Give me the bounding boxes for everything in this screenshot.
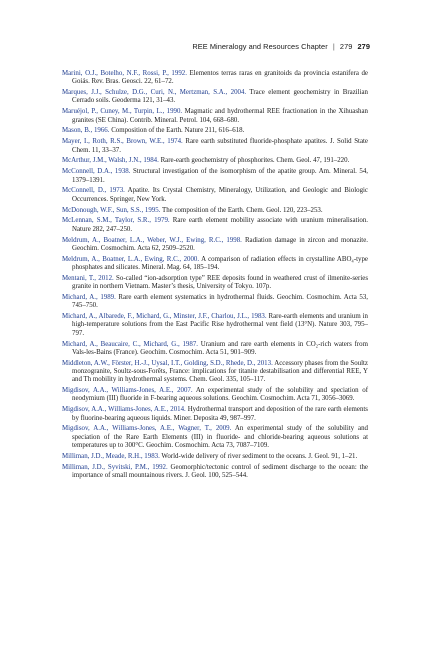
reference-text: Elementos terras raras en granitoids da provincia estanifera de Goiás. Rev. Bras. Geosci. 22, 61–72. bbox=[72, 70, 368, 86]
reference-authors[interactable]: Meldrum, A., Boatner, L.A., Weber, W.J., Ewing, R.C., 1998. bbox=[62, 236, 242, 244]
reference-text: Trace element geochemistry in Brazilian Cerrado soils. Geoderma 121, 31–43. bbox=[72, 89, 368, 105]
reference-text: An experimental study of the solubility and speciation of the Rare Earth Elements (III) in fluoride- and chloride-bearing aqueous solutions at temperatures up to 300°C. Geochim. Cosmochim. Acta 73, 7087–7109. bbox=[72, 425, 368, 449]
reference-entry bbox=[62, 70, 368, 87]
reference-authors[interactable]: Mason, B., 1966. bbox=[62, 127, 110, 135]
reference-authors[interactable]: Michard, A., Albarede, F., Michard, G., Minster, J.F., Charlou, J.L., 1983. bbox=[62, 313, 267, 321]
reference-entry bbox=[62, 127, 368, 135]
running-head-separator: | bbox=[332, 42, 335, 51]
reference-text: Rare earth element systematics in hydrothermal fluids. Geochim. Cosmochim. Acta 53, 745–750. bbox=[72, 293, 368, 310]
running-head-chapter-page: 279 bbox=[339, 42, 353, 51]
reference-authors[interactable]: McArthur, J.M., Walsh, J.N., 1984. bbox=[62, 157, 159, 165]
reference-entry bbox=[62, 313, 368, 338]
reference-entry bbox=[62, 387, 368, 404]
reference-text: Hydrothermal transport and deposition of the rare earth elements by fluorine-bearing aqueous liquids. Miner. Deposita 49, 987–997. bbox=[72, 406, 368, 422]
reference-text: Radiation damage in zircon and monazite. Geochim. Cosmochim. Acta 62, 2509–2520. bbox=[72, 236, 369, 252]
reference-entry bbox=[62, 217, 368, 234]
reference-entry bbox=[62, 360, 368, 385]
reference-text: Rare-earth geochemistry of phosphorites. Chem. Geol. 47, 191–220. bbox=[158, 157, 350, 165]
reference-text: World-wide delivery of river sediment to the oceans. J. Geol. 91, 1–21. bbox=[159, 452, 358, 460]
reference-authors[interactable]: Migdisov, A.A., Williams-Jones, A.E., 2014. bbox=[62, 406, 186, 414]
reference-entry bbox=[62, 89, 368, 106]
reference-entry bbox=[62, 108, 368, 125]
reference-text: A comparison of radiation effects in crystalline ABO₄-type phosphates and silicates. Mineral. Mag. 64, 185–194. bbox=[72, 255, 368, 271]
reference-authors[interactable]: McConnell, D., 1973. bbox=[62, 187, 125, 195]
reference-entry bbox=[62, 294, 368, 311]
reference-authors[interactable]: Marini, O.J., Botelho, N.F., Rossi, P., 1992. bbox=[62, 70, 187, 77]
reference-entry bbox=[62, 453, 368, 461]
reference-authors[interactable]: Mayer, I., Roth, R.S., Brown, W.E., 1974. bbox=[62, 138, 183, 146]
reference-entry bbox=[62, 168, 368, 185]
reference-entry bbox=[62, 341, 368, 358]
reference-entry bbox=[62, 425, 368, 450]
reference-authors[interactable]: Marques, J.J., Schulze, D.G., Curi, N., Mertzman, S.A., 2004. bbox=[62, 89, 247, 97]
reference-authors[interactable]: Michard, A., Beaucaire, C., Michard, G., 1987. bbox=[62, 340, 198, 348]
reference-text: Composition of the Earth. Nature 211, 616–618. bbox=[109, 127, 245, 135]
reference-entry bbox=[62, 187, 368, 204]
reference-authors[interactable]: Meldrum, A., Boatner, L.A., Ewing, R.C., 2000. bbox=[62, 255, 200, 263]
reference-authors[interactable]: Michard, A., 1989. bbox=[62, 293, 116, 301]
reference-authors[interactable]: McConnell, D.A., 1938. bbox=[62, 168, 131, 176]
reference-text: Uranium and rare earth elements in CO₂-rich waters from Vals-les-Bains (France). Geochim. Cosmochim. Acta 51, 901–909. bbox=[72, 340, 368, 356]
reference-authors[interactable]: Mentani, T., 2012. bbox=[62, 274, 114, 282]
reference-text: Magmatic and hydrothermal REE fractionation in the Xihuashan granites (SE China). Contrib. Mineral. Petrol. 104, 668–680. bbox=[72, 108, 368, 124]
reference-authors[interactable]: Milliman, J.D., Meade, R.H., 1983. bbox=[62, 452, 160, 460]
reference-entry bbox=[62, 406, 368, 423]
running-head-chapter-label: Chapter bbox=[301, 42, 328, 51]
reference-text: Rare earth element mobility associate with uranium mineralisation. Nature 282, 247–250. bbox=[72, 217, 368, 233]
reference-authors[interactable]: McLennan, S.M., Taylor, S.R., 1979. bbox=[62, 217, 170, 225]
reference-text: The composition of the Earth. Chem. Geol. 120, 223–253. bbox=[160, 206, 323, 214]
reference-entry bbox=[62, 275, 368, 292]
reference-text: Geomorphic/tectonic control of sediment discharge to the ocean: the importance of small mountainous rivers. J. Geol. 100, 525–544. bbox=[72, 463, 368, 479]
reference-authors[interactable]: Milliman, J.D., Syvitski, P.M., 1992. bbox=[62, 463, 168, 471]
reference-authors[interactable]: Maruéjol, P., Cuney, M., Turpin, L., 1990. bbox=[62, 108, 183, 116]
reference-entry bbox=[62, 237, 368, 254]
page-number: 279 bbox=[357, 42, 370, 51]
running-head-section: REE Mineralogy and Resources bbox=[192, 42, 299, 51]
reference-text: Rare-earth elements and uranium in high-temperature solutions from the East Pacific Rise hydrothermal vent field (13°N). Nature 303, 795–797. bbox=[72, 313, 368, 337]
reference-text: Accessory phases from the Soultz monzogranite, Soultz-sous-Forêts, France: implications for titanite destabilisation and differential REE, Y and Th mobility in hydrothermal systems. Chem. Geol. 335, 105–117. bbox=[72, 359, 368, 384]
reference-entry bbox=[62, 464, 368, 481]
reference-text: Apatite. Its Crystal Chemistry, Mineralogy, Utilization, and Geologic and Biologic Occurrences. Springer, New York. bbox=[72, 187, 368, 203]
reference-entry bbox=[62, 157, 368, 165]
reference-list bbox=[62, 70, 368, 483]
reference-text: Rare earth substituted fluoride-phosphate apatites. J. Solid State Chem. 11, 33–37. bbox=[72, 138, 368, 154]
reference-authors[interactable]: Migdisov, A.A., Williams-Jones, A.E., 2007. bbox=[62, 387, 193, 395]
reference-authors[interactable]: Middleton, A.W., Förster, H.-J., Uysal, I.T., Golding, S.D., Rhede, D., 2013. bbox=[62, 359, 273, 367]
reference-entry bbox=[62, 256, 368, 273]
reference-authors[interactable]: McDonough, W.F., Sun, S.S., 1995. bbox=[62, 206, 161, 214]
running-head bbox=[192, 42, 370, 51]
reference-text: Structural investigation of the isomorphism of the apatite group. Am. Mineral. 54, 1379–1391. bbox=[72, 168, 369, 184]
reference-text: An experimental study of the solubility and speciation of neodymium (III) fluoride in F-bearing aqueous solutions. Geochim. Cosmochim. Acta 71, 3056–3069. bbox=[72, 387, 368, 403]
reference-text: So-called “ion-adsorption type” REE deposits found in weathered crust of ilmenite-series granite in northern Vietnam. Master’s thesis, University of Tokyo. 107p. bbox=[72, 274, 369, 291]
reference-authors[interactable]: Migdisov, A.A., Williams-Jones, A.E., Wagner, T., 2009. bbox=[62, 425, 232, 433]
reference-entry bbox=[62, 207, 368, 215]
reference-entry bbox=[62, 138, 368, 155]
